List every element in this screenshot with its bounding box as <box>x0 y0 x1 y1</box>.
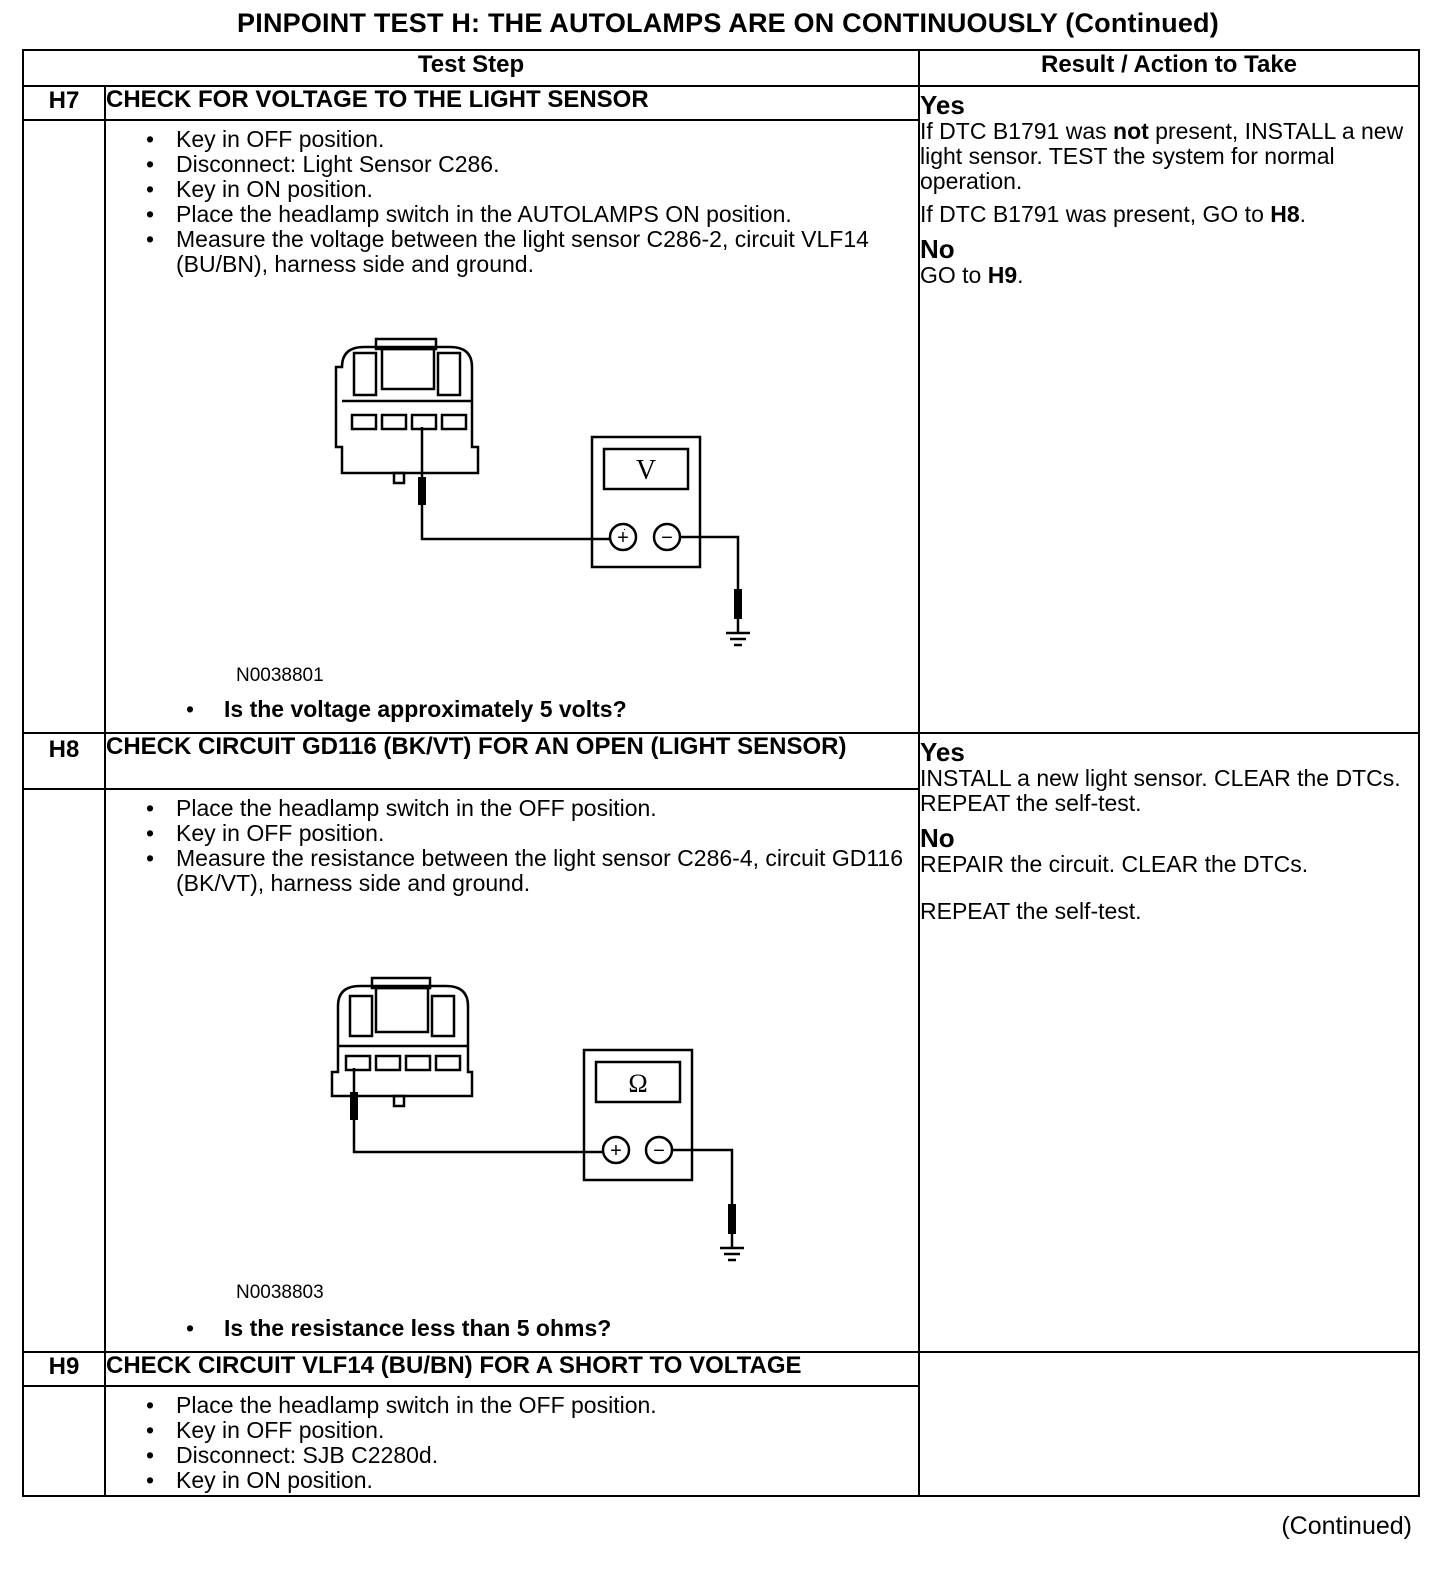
result-header: Result / Action to Take <box>919 50 1419 86</box>
instruction: • Measure the resistance between the light sensor C286-4, circuit GD116 (BK/VT), harness side and ground. <box>146 846 918 896</box>
meter-symbol: V <box>635 455 657 486</box>
instruction: • Measure the voltage between the light sensor C286-2, circuit VLF14 (BU/BN), harness side and ground. <box>146 227 918 277</box>
instruction: • Key in ON position. <box>146 177 918 202</box>
step-h7-result <box>919 86 1419 733</box>
step-h9-title-row <box>23 1352 1419 1386</box>
no-label: No <box>920 823 955 853</box>
yes-text: If DTC B1791 was not present, INSTALL a new light sensor. TEST the system for normal operation. <box>920 118 1404 194</box>
pinpoint-test-table <box>22 49 1420 1497</box>
step-h7-title-row <box>23 86 1419 120</box>
figure-id: N0038803 <box>236 1282 324 1303</box>
step-instructions <box>106 1387 918 1493</box>
page-title: PINPOINT TEST H: THE AUTOLAMPS ARE ON CONTINUOUSLY (Continued) <box>237 8 1219 38</box>
voltmeter-diagram <box>106 277 918 732</box>
instruction: • Disconnect: Light Sensor C286. <box>146 152 918 177</box>
instruction: • Key in OFF position. <box>146 821 918 846</box>
step-h8-result <box>919 733 1419 1352</box>
instruction: • Place the headlamp switch in the OFF position. <box>146 796 918 821</box>
yes-label: Yes <box>920 737 965 767</box>
no-text-2: REPEAT the self-test. <box>920 898 1142 924</box>
step-h9-body <box>105 1386 919 1496</box>
step-id: H9 <box>23 1352 105 1386</box>
no-label: No <box>920 234 955 264</box>
voltage-measurement-illustration <box>106 277 920 732</box>
instruction: • Key in ON position. <box>146 1468 918 1493</box>
step-h7-body <box>105 120 919 733</box>
header-row <box>23 50 1419 86</box>
no-text: REPAIR the circuit. CLEAR the DTCs. <box>920 851 1309 877</box>
instruction: • Key in OFF position. <box>146 127 918 152</box>
resistance-measurement-illustration <box>106 896 920 1351</box>
step-h8-title-row <box>23 733 1419 789</box>
svg-text:−: − <box>661 527 673 549</box>
svg-text:+: + <box>617 527 629 549</box>
meter-symbol: Ω <box>628 1069 648 1098</box>
connector-housing-icon <box>336 347 478 473</box>
step-instructions <box>106 121 918 277</box>
instruction: • Place the headlamp switch in the OFF position. <box>146 1393 918 1418</box>
step-title: CHECK FOR VOLTAGE TO THE LIGHT SENSOR <box>105 86 919 120</box>
figure-id: N0038801 <box>236 665 324 686</box>
step-instructions <box>106 790 918 896</box>
instruction: • Place the headlamp switch in the AUTOLAMPS ON position. <box>146 202 918 227</box>
ohmmeter-diagram <box>106 896 918 1351</box>
step-id: H7 <box>23 86 105 120</box>
yes-text-2: If DTC B1791 was present, GO to H8. <box>920 201 1307 227</box>
no-text: GO to H9. <box>920 262 1024 288</box>
step-h9-result <box>919 1352 1419 1496</box>
test-step-header: Test Step <box>23 50 919 86</box>
instruction: • Disconnect: SJB C2280d. <box>146 1443 918 1468</box>
step-id: H8 <box>23 733 105 789</box>
svg-text:+: + <box>610 1140 622 1162</box>
step-h8-body <box>105 789 919 1352</box>
step-question: • Is the resistance less than 5 ohms? <box>186 1315 612 1341</box>
yes-text: INSTALL a new light sensor. CLEAR the DTCs. REPEAT the self-test. <box>920 765 1401 816</box>
instruction: • Key in OFF position. <box>146 1418 918 1443</box>
svg-text:−: − <box>653 1140 665 1162</box>
step-title: CHECK CIRCUIT VLF14 (BU/BN) FOR A SHORT TO VOLTAGE <box>105 1352 919 1386</box>
step-title: CHECK CIRCUIT GD116 (BK/VT) FOR AN OPEN (LIGHT SENSOR) <box>105 733 919 789</box>
continued-label: (Continued) <box>1281 1512 1412 1540</box>
step-question: • Is the voltage approximately 5 volts? <box>186 696 627 722</box>
yes-label: Yes <box>920 90 965 120</box>
